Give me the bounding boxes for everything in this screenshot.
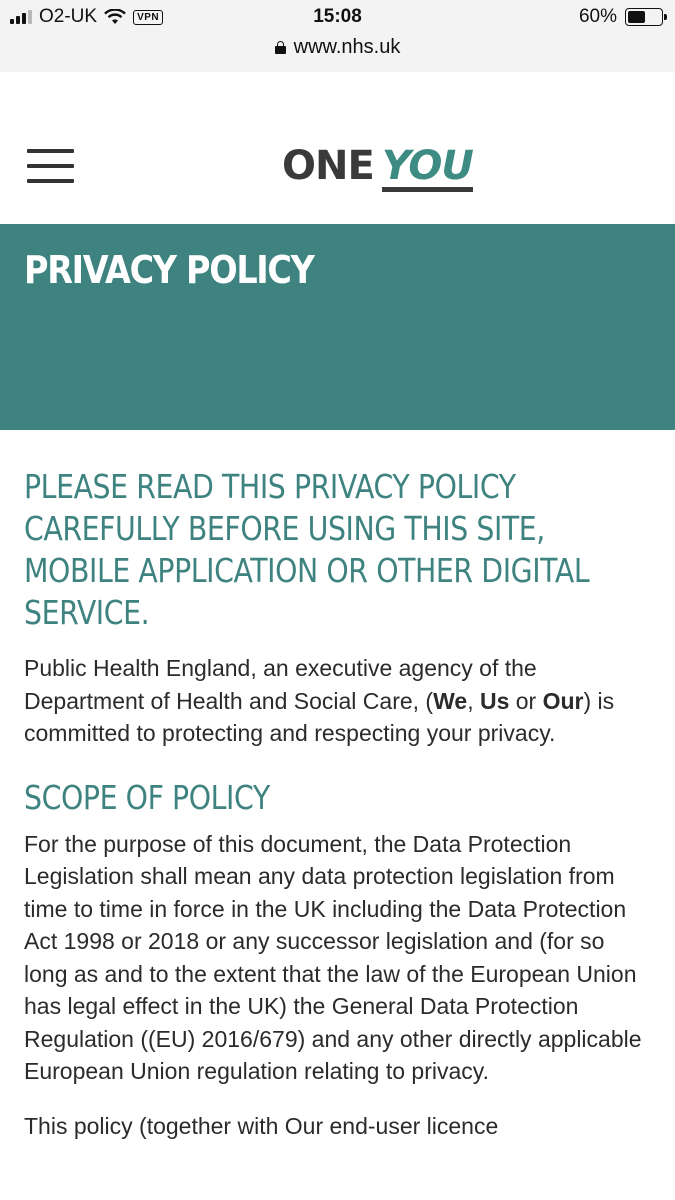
clock: 15:08 <box>313 6 362 27</box>
address-bar[interactable] <box>0 34 675 60</box>
url-text: www.nhs.uk <box>293 35 401 58</box>
intro-heading: PLEASE READ THIS PRIVACY POLICY CAREFULLY BEFORE USING THIS SITE, MOBILE APPLICATION OR OTHER DIGITAL SERVICE. <box>24 467 590 632</box>
intro-text-end: ) is committed to protecting and respecting your privacy. <box>24 687 615 746</box>
intro-sep: or <box>509 687 543 714</box>
term-we: We <box>433 687 468 714</box>
one-you-logo[interactable] <box>282 142 473 198</box>
lock-icon <box>275 41 286 54</box>
intro-paragraph <box>24 652 654 750</box>
logo-one: ONE <box>282 143 374 189</box>
status-right <box>579 6 663 28</box>
main-content <box>24 466 654 1142</box>
logo-you: YOU <box>382 145 473 192</box>
scope-paragraph: For the purpose of this document, the Data Protection Legislation shall mean any data protection legislation from time to time in force in the UK including the Data Protection Act 1998 or 2018 or any successor legislation and (for so long as and to the extent that the law of the European Union has legal effect in the UK) the General Data Protection Regulation ((EU) 2016/679) and any other directly applicable European Union regulation relating to privacy. <box>24 830 642 1084</box>
browser-chrome <box>0 0 675 73</box>
menu-icon[interactable] <box>27 149 74 183</box>
carrier-name: O2-UK <box>39 6 98 27</box>
intro-text-start: Public Health England, an executive agency of the Department of Health and Social Care, ( <box>24 655 537 714</box>
battery-percent: 60% <box>578 6 617 27</box>
next-paragraph: This policy (together with Our end-user licence <box>24 1112 499 1139</box>
scope-heading: SCOPE OF POLICY <box>24 777 270 817</box>
term-us: Us <box>479 687 510 714</box>
term-our: Our <box>542 687 584 714</box>
page-title: PRIVACY POLICY <box>24 248 314 292</box>
site-header <box>0 72 675 224</box>
battery-icon <box>625 8 663 26</box>
vpn-badge: VPN <box>133 10 163 25</box>
battery-fill <box>628 11 645 23</box>
page-banner <box>0 224 675 430</box>
status-bar <box>0 0 675 34</box>
intro-sep: , <box>467 687 480 714</box>
